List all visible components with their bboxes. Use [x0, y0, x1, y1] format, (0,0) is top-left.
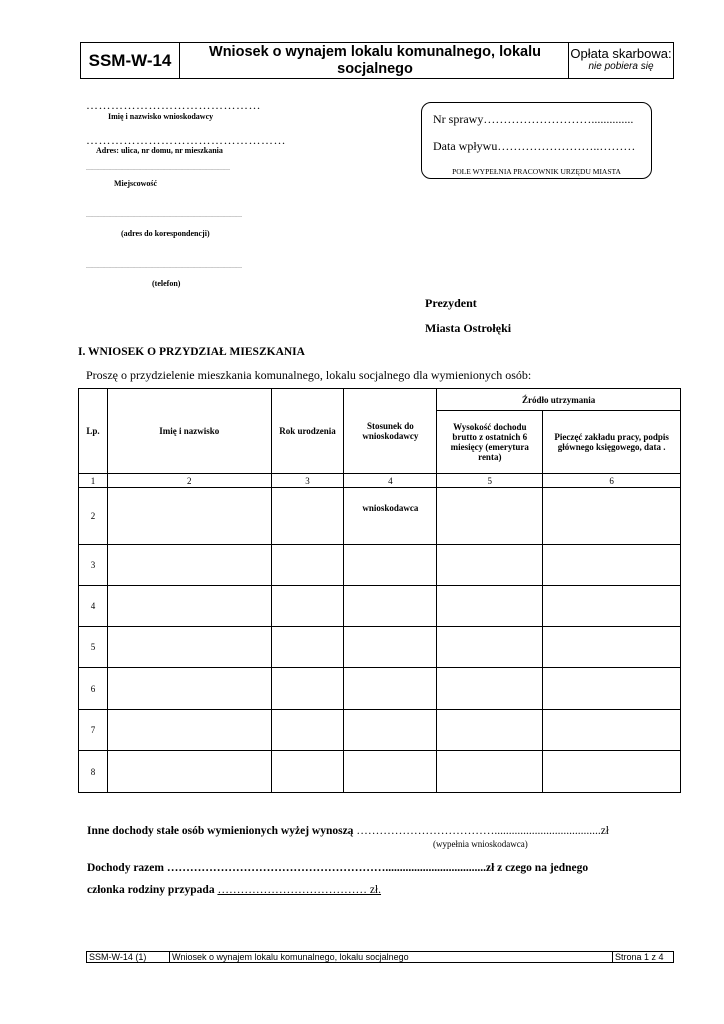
case-number-field[interactable]: Nr sprawy……………………….............. [433, 112, 634, 126]
other-income-label: Inne dochody stałe osób wymienionych wyżej wynoszą [87, 825, 354, 837]
col-number-5: 5 [437, 474, 543, 488]
income-cell[interactable] [437, 545, 543, 586]
name-cell[interactable] [107, 710, 271, 751]
addressee-line2: Miasta Ostrołęki [425, 321, 512, 335]
addressee-line1: Prezydent [425, 296, 477, 310]
per-member-label: członka rodziny przypada [87, 884, 215, 896]
table-row [79, 710, 681, 751]
stamp-cell[interactable] [543, 545, 681, 586]
name-cell[interactable] [107, 751, 271, 793]
total-income-field[interactable]: …………………………………………………...................................zł z czego na jednego [166, 862, 589, 874]
header-name: Imię i nazwisko [107, 389, 271, 474]
footer-title: Wniosek o wynajem lokalu komunalnego, lokalu socjalnego [169, 952, 409, 962]
row-lp: 6 [79, 668, 108, 710]
phone-field[interactable]: …………………………………………………………………… [86, 264, 242, 270]
header-lp: Lp. [79, 389, 108, 474]
income-cell[interactable] [437, 627, 543, 668]
footer-code: SSM-W-14 (1) [89, 952, 147, 962]
relation-cell[interactable] [344, 545, 437, 586]
income-cell[interactable] [437, 668, 543, 710]
relation-cell[interactable] [344, 627, 437, 668]
applicant-name-label: Imię i nazwisko wnioskodawcy [108, 112, 214, 121]
row-lp: 5 [79, 627, 108, 668]
applicant-city-label: Miejscowość [114, 179, 158, 188]
other-income-line [87, 825, 609, 837]
office-use-box [421, 102, 652, 179]
header-year: Rok urodzenia [271, 389, 344, 474]
footer-page: Strona 1 z 4 [612, 952, 664, 962]
correspondence-address-label: (adres do korespondencji) [121, 229, 210, 238]
header-stamp: Pieczęć zakładu pracy, podpis głównego księgowego, data . [543, 411, 681, 474]
name-cell[interactable] [107, 586, 271, 627]
year-cell[interactable] [271, 627, 344, 668]
total-income-label: Dochody razem [87, 862, 164, 874]
row-lp: 2 [79, 488, 108, 545]
income-cell[interactable] [437, 710, 543, 751]
year-cell[interactable] [271, 710, 344, 751]
form-title: Wniosek o wynajem lokalu komunalnego, lokalu socjalnego [209, 43, 541, 77]
applicant-address-label: Adres: ulica, nr domu, nr mieszkania [96, 146, 223, 155]
year-cell[interactable] [271, 586, 344, 627]
income-cell[interactable] [437, 751, 543, 793]
header-source: Źródło utrzymania [437, 389, 681, 411]
stamp-cell[interactable] [543, 710, 681, 751]
stamp-cell[interactable] [543, 586, 681, 627]
col-number-3: 3 [271, 474, 344, 488]
row-lp: 8 [79, 751, 108, 793]
relation-cell[interactable]: wnioskodawca [344, 488, 437, 545]
name-cell[interactable] [107, 545, 271, 586]
received-date-field[interactable]: Data wpływu……………………..……… [433, 139, 636, 153]
row-lp: 3 [79, 545, 108, 586]
table-row [79, 668, 681, 710]
office-note: POLE WYPEŁNIA PRACOWNIK URZĘDU MIASTA [452, 167, 621, 176]
col-number-2: 2 [107, 474, 271, 488]
name-cell[interactable] [107, 668, 271, 710]
applicant-address-field[interactable]: ………………………………………… [86, 133, 286, 147]
income-cell[interactable] [437, 488, 543, 545]
phone-label: (telefon) [152, 279, 181, 288]
page-footer [86, 951, 674, 963]
household-table [78, 388, 681, 793]
relation-cell[interactable] [344, 751, 437, 793]
header-relation: Stosunek do wnioskodawcy [344, 389, 437, 474]
section-intro: Proszę o przydzielenie mieszkania komunalnego, lokalu socjalnego dla wymienionych osób: [86, 368, 532, 382]
per-member-line [87, 884, 381, 896]
table-row [79, 586, 681, 627]
applicant-city-field[interactable]: ……………………………………………………………… [86, 166, 230, 172]
col-number-1: 1 [79, 474, 108, 488]
year-cell[interactable] [271, 668, 344, 710]
table-row [79, 627, 681, 668]
year-cell[interactable] [271, 488, 344, 545]
stamp-cell[interactable] [543, 488, 681, 545]
stamp-cell[interactable] [543, 668, 681, 710]
form-header [80, 42, 674, 79]
name-cell[interactable] [107, 627, 271, 668]
header-income: Wysokość dochodu brutto z ostatnich 6 miesięcy (emerytura renta) [437, 411, 543, 474]
correspondence-address-field[interactable]: …………………………………………………………………… [86, 213, 242, 219]
year-cell[interactable] [271, 545, 344, 586]
stamp-cell[interactable] [543, 751, 681, 793]
other-income-field[interactable]: ……………………………….....................................zł [356, 825, 609, 837]
relation-cell[interactable] [344, 668, 437, 710]
year-cell[interactable] [271, 751, 344, 793]
table-row [79, 545, 681, 586]
per-member-field[interactable]: ………………………………… zł. [217, 884, 382, 896]
form-code: SSM-W-14 [81, 43, 180, 78]
col-number-6: 6 [543, 474, 681, 488]
income-cell[interactable] [437, 586, 543, 627]
row-lp: 4 [79, 586, 108, 627]
table-row [79, 488, 681, 545]
relation-cell[interactable] [344, 586, 437, 627]
row-lp: 7 [79, 710, 108, 751]
stamp-cell[interactable] [543, 627, 681, 668]
other-income-note: (wypełnia wnioskodawca) [433, 839, 528, 849]
fee-label: Opłata skarbowa: [570, 46, 672, 61]
col-number-4: 4 [344, 474, 437, 488]
fee-box [568, 43, 673, 78]
table-row [79, 751, 681, 793]
applicant-name-field[interactable]: …………………………………… [86, 98, 261, 112]
name-cell[interactable] [107, 488, 271, 545]
section-heading: I. WNIOSEK O PRZYDZIAŁ MIESZKANIA [78, 346, 305, 358]
relation-cell[interactable] [344, 710, 437, 751]
fee-note: nie pobiera się [588, 61, 654, 72]
total-income-line [87, 862, 588, 874]
